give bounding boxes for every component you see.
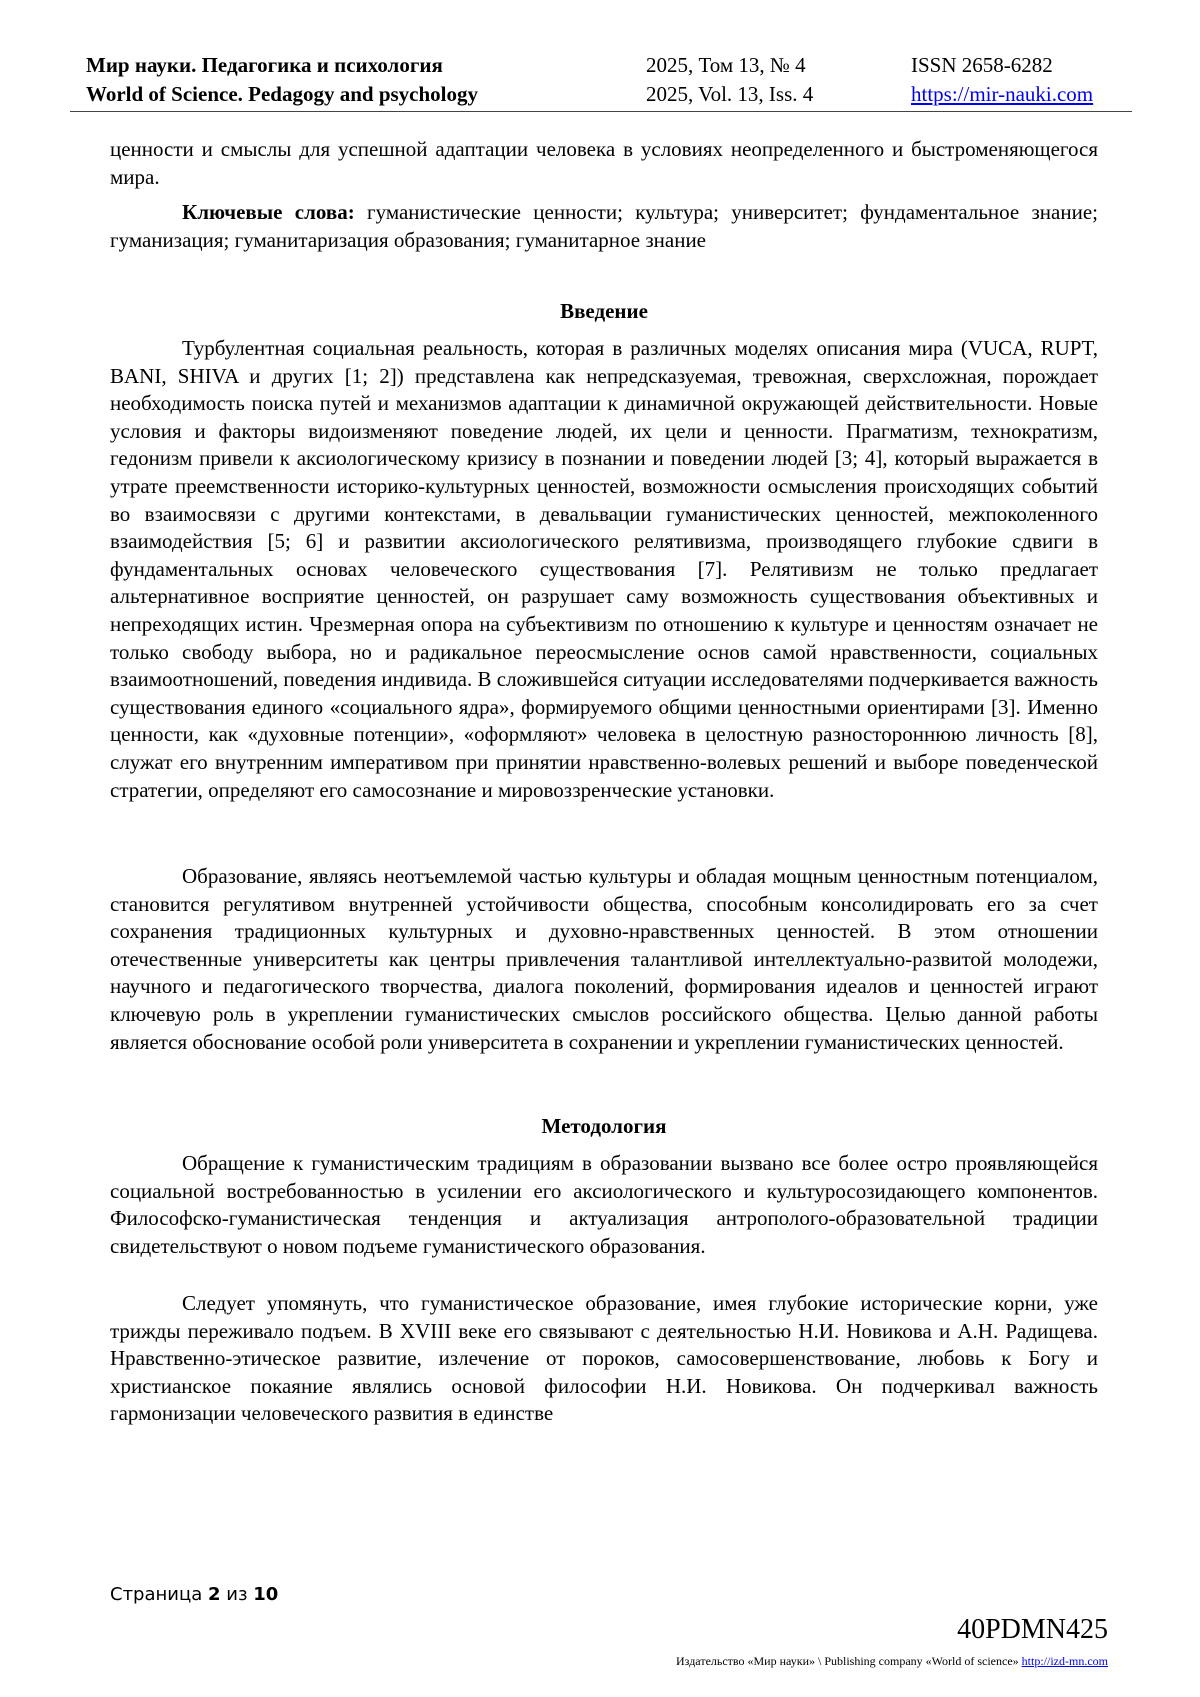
publisher-url-link[interactable]: http://izd-mn.com (1021, 1654, 1108, 1668)
article-code: 40PDMN425 (957, 1614, 1108, 1645)
publisher-text: Издательство «Мир науки» \ Publishing company «World of science» (676, 1654, 1019, 1668)
keywords-text: гуманистические ценности; культура; университет; фундаментальное знание; гуманизация; гуманитаризация образования; гуманитарное знание (110, 200, 1098, 252)
section-heading-methodology: Методология (541, 1114, 667, 1138)
issue-info-ru: 2025, Том 13, № 4 (646, 53, 806, 77)
journal-url-link[interactable]: https://mir-nauki.com (911, 82, 1094, 106)
header-divider (70, 111, 1132, 112)
journal-title-en: World of Science. Pedagogy and psychology (86, 82, 479, 106)
journal-header (86, 52, 1128, 110)
abstract-continuation: ценности и смыслы для успешной адаптации человека в условиях неопределенного и быстроменяющегося мира. (110, 137, 1098, 189)
publisher-line (676, 1654, 1108, 1669)
intro-paragraph-2: Образование, являясь неотъемлемой частью культуры и обладая мощным ценностным потенциалом, становится регулятивом внутренней устойчивости общества, способным консолидировать его за счет сохранения традиционных культурных и духовно-нравственных ценностей. В этом отношении отечественные университеты как центры привлечения талантливой интеллектуально-развитой молодежи, научного и педагогического творчества, диалога поколений, формирования идеалов и ценностей играют ключевую роль в укреплении гуманистических смыслов российского общества. Целью данной работы является обоснование особой роли университета в сохранении и укреплении гуманистических ценностей. (110, 864, 1098, 1054)
methodology-paragraph-1: Обращение к гуманистическим традициям в образовании вызвано все более остро проявляющейся социальной востребованностью в усилении его аксиологического и культуросозидающего компонентов. Философско-гуманистическая тенденция и актуализация антрополого-образовательной традиции свидетельствуют о новом подъеме гуманистического образования. (110, 1151, 1098, 1258)
page-of: из (226, 1584, 248, 1605)
page-current: 2 (208, 1584, 221, 1605)
page-counter (110, 1584, 278, 1605)
journal-title-ru: Мир науки. Педагогика и психология (86, 53, 443, 77)
methodology-paragraph-2: Следует упомянуть, что гуманистическое образование, имея глубокие исторические корни, уже трижды переживало подъем. В XVIII веке его связывают с деятельностью Н.И. Новикова и А.Н. Радищева. Нравственно-этическое развитие, излечение от пороков, самосовершенствование, любовь к Богу и христианское покаяние являлись основой философии Н.И. Новикова. Он подчеркивал важность гармонизации человеческого развития в единстве (110, 1291, 1098, 1426)
page-total: 10 (253, 1584, 279, 1605)
issue-info-en: 2025, Vol. 13, Iss. 4 (646, 82, 814, 106)
section-heading-introduction: Введение (560, 299, 648, 323)
issn: ISSN 2658-6282 (911, 53, 1053, 77)
intro-paragraph-1: Турбулентная социальная реальность, которая в различных моделях описания мира (VUCA, RUPT, BANI, SHIVA и других [1; 2]) представлена как непредсказуемая, тревожная, сверхсложная, порождает необходимость поиска путей и механизмов адаптации к динамичной окружающей действительности. Новые условия и факторы видоизменяют поведение людей, их цели и ценности. Прагматизм, технократизм, гедонизм привели к аксиологическому кризису в познании и поведении людей [3; 4], который выражается в утрате преемственности историко-культурных ценностей, возможности осмысления происходящих событий во взаимосвязи с другими контекстами, в девальвации гуманистических ценностей, межпоколенного взаимодействия [5; 6] и развитии аксиологического релятивизма, производящего глубокие сдвиги в фундаментальных основах человеческого существования [7]. Релятивизм не только предлагает альтернативное восприятие ценностей, он разрушает саму возможность существования объективных и непреходящих истин. Чрезмерная опора на субъективизм по отношению к культуре и ценностям означает не только свободу выбора, но и радикальное переосмысление основ самой нравственности, социальных взаимоотношений, поведения индивида. В сложившейся ситуации исследователями подчеркивается важность существования единого «социального ядра», формируемого общими ценностными ориентирами [3]. Именно ценности, как «духовные потенции», «оформляют» человека в целостную разностороннюю личность [8], служат его внутренним императивом при принятии нравственно-волевых решений и выборе поведенческой стратегии, определяют его самосознание и мировоззренческие установки. (110, 336, 1098, 802)
keywords-label: Ключевые слова: (182, 200, 355, 224)
page-label: Страница (110, 1584, 203, 1605)
keywords-paragraph (110, 199, 1098, 254)
